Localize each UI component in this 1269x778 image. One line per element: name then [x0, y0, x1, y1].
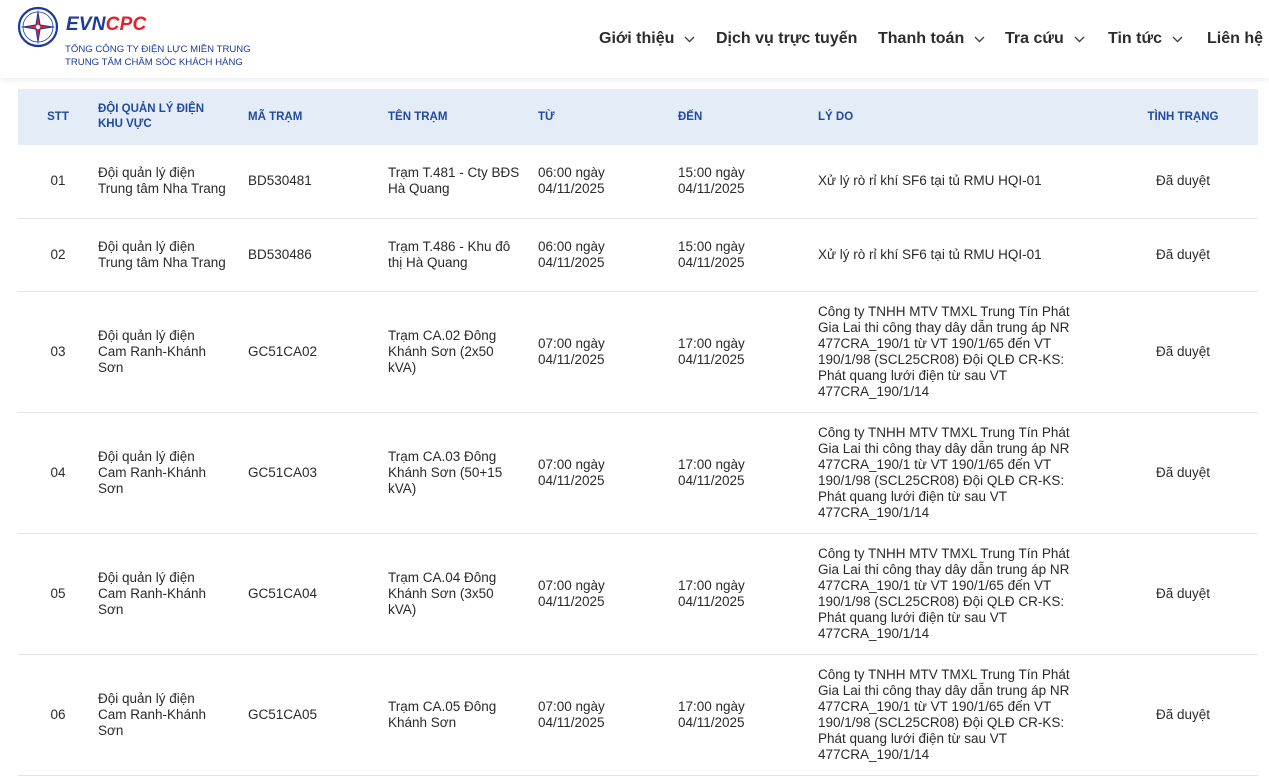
nav-item-lien-he[interactable]: [1207, 26, 1263, 52]
cell-status: Đã duyệt: [1108, 533, 1258, 654]
site-header: [0, 0, 1269, 78]
cell-from: 07:00 ngày 04/11/2025: [538, 533, 678, 654]
cell-to: 17:00 ngày 04/11/2025: [678, 412, 818, 533]
nav-label: Tra cứu: [1005, 30, 1064, 47]
cell-reason: Công ty TNHH MTV TMXL Trung Tín Phát Gia Lai thi công thay dây dẫn trung áp NR 477CRA_190/1 từ VT 190/1/65 đến VT 190/1/98 (SCL25CR08) Đội QLĐ CR-KS: Phát quang lưới điện từ sau VT 477CRA_190/1/14: [818, 533, 1108, 654]
cell-from: 07:00 ngày 04/11/2025: [538, 412, 678, 533]
cell-station-name: Trạm CA.04 Đông Khánh Sơn (3x50 kVA): [388, 533, 538, 654]
cell-reason: Công ty TNHH MTV TMXL Trung Tín Phát Gia Lai thi công thay dây dẫn trung áp NR 477CRA_190/1 từ VT 190/1/65 đến VT 190/1/98 (SCL25CR08) Đội QLĐ CR-KS: Phát quang lưới điện từ sau VT 477CRA_190/1/14: [818, 291, 1108, 412]
brand-evn: EVN: [66, 14, 106, 35]
cell-to: 15:00 ngày 04/11/2025: [678, 145, 818, 218]
cell-stt: 03: [18, 291, 98, 412]
nav-item-tin-tuc[interactable]: [1108, 26, 1183, 52]
chevron-down-icon: [1074, 36, 1085, 43]
cell-stt: 02: [18, 218, 98, 291]
cell-to: 17:00 ngày 04/11/2025: [678, 533, 818, 654]
cell-to: 15:00 ngày 04/11/2025: [678, 218, 818, 291]
cell-reason: Xử lý rò rỉ khí SF6 tại tủ RMU HQI-01: [818, 218, 1108, 291]
cell-stt: 04: [18, 412, 98, 533]
nav-label: Giới thiệu: [599, 30, 675, 47]
chevron-down-icon: [1172, 36, 1183, 43]
chevron-down-icon: [974, 36, 985, 43]
table-row: [18, 412, 1258, 533]
cell-team: Đội quản lý điện Cam Ranh-Khánh Sơn: [98, 533, 248, 654]
table-row: [18, 291, 1258, 412]
cell-from: 07:00 ngày 04/11/2025: [538, 291, 678, 412]
main-nav: [0, 26, 1269, 52]
cell-team: Đội quản lý điện Cam Ranh-Khánh Sơn: [98, 291, 248, 412]
col-header-to: ĐẾN: [678, 110, 703, 123]
company-line-2: TRUNG TÂM CHĂM SÓC KHÁCH HÀNG: [65, 57, 243, 68]
table-row: [18, 654, 1258, 775]
cell-station-name: Trạm CA.03 Đông Khánh Sơn (50+15 kVA): [388, 412, 538, 533]
nav-label: Liên hệ: [1207, 30, 1264, 47]
col-header-from: TỪ: [538, 110, 555, 123]
cell-station-code: GC51CA03: [248, 412, 388, 533]
cell-reason: Công ty TNHH MTV TMXL Trung Tín Phát Gia Lai thi công thay dây dẫn trung áp NR 477CRA_190/1 từ VT 190/1/65 đến VT 190/1/98 (SCL25CR08) Đội QLĐ CR-KS: Phát quang lưới điện từ sau VT 477CRA_190/1/14: [818, 412, 1108, 533]
cell-team: Đội quản lý điện Trung tâm Nha Trang: [98, 218, 248, 291]
nav-label: Tin tức: [1108, 30, 1162, 47]
cell-status: Đã duyệt: [1108, 145, 1258, 218]
cell-to: 17:00 ngày 04/11/2025: [678, 291, 818, 412]
nav-label: Thanh toán: [878, 30, 965, 47]
table-row: [18, 145, 1258, 218]
cell-station-code: BD530486: [248, 218, 388, 291]
cell-to: 17:00 ngày 04/11/2025: [678, 654, 818, 775]
cell-status: Đã duyệt: [1108, 218, 1258, 291]
cell-stt: 01: [18, 145, 98, 218]
brand-cpc: CPC: [105, 14, 147, 35]
nav-item-thanh-toan[interactable]: [878, 26, 985, 52]
cell-status: Đã duyệt: [1108, 654, 1258, 775]
col-header-stt: STT: [47, 110, 69, 123]
cell-stt: 05: [18, 533, 98, 654]
cell-from: 06:00 ngày 04/11/2025: [538, 218, 678, 291]
table-row: [18, 533, 1258, 654]
cell-team: Đội quản lý điện Cam Ranh-Khánh Sơn: [98, 412, 248, 533]
outage-schedule-table: [18, 89, 1258, 776]
chevron-down-icon: [684, 36, 695, 43]
cell-station-code: GC51CA02: [248, 291, 388, 412]
company-line-1: TỔNG CÔNG TY ĐIỆN LỰC MIỀN TRUNG: [65, 44, 251, 55]
col-header-station-code: MÃ TRẠM: [248, 110, 303, 123]
cell-team: Đội quản lý điện Trung tâm Nha Trang: [98, 145, 248, 218]
cell-reason: Xử lý rò rỉ khí SF6 tại tủ RMU HQI-01: [818, 145, 1108, 218]
cell-stt: 06: [18, 654, 98, 775]
col-header-reason: LÝ DO: [818, 110, 854, 123]
table-header-row: [18, 89, 1258, 145]
cell-station-name: Trạm CA.02 Đông Khánh Sơn (2x50 kVA): [388, 291, 538, 412]
cell-status: Đã duyệt: [1108, 412, 1258, 533]
cell-station-name: Trạm T.486 - Khu đô thị Hà Quang: [388, 218, 538, 291]
cell-station-code: BD530481: [248, 145, 388, 218]
col-header-team: ĐỘI QUẢN LÝ ĐIỆN KHU VỰC: [98, 103, 205, 130]
cell-status: Đã duyệt: [1108, 291, 1258, 412]
nav-item-gioi-thieu[interactable]: [599, 26, 695, 52]
nav-item-tra-cuu[interactable]: [1005, 26, 1085, 52]
cell-from: 06:00 ngày 04/11/2025: [538, 145, 678, 218]
col-header-station-name: TÊN TRẠM: [388, 110, 448, 123]
cell-station-name: Trạm CA.05 Đông Khánh Sơn: [388, 654, 538, 775]
nav-label: Dịch vụ trực tuyến: [716, 30, 858, 47]
cell-station-code: GC51CA04: [248, 533, 388, 654]
cell-station-name: Trạm T.481 - Cty BĐS Hà Quang: [388, 145, 538, 218]
cell-station-code: GC51CA05: [248, 654, 388, 775]
cell-from: 07:00 ngày 04/11/2025: [538, 654, 678, 775]
cell-reason: Công ty TNHH MTV TMXL Trung Tín Phát Gia Lai thi công thay dây dẫn trung áp NR 477CRA_190/1 từ VT 190/1/65 đến VT 190/1/98 (SCL25CR08) Đội QLĐ CR-KS: Phát quang lưới điện từ sau VT 477CRA_190/1/14: [818, 654, 1108, 775]
table-row: [18, 218, 1258, 291]
nav-item-dich-vu-truc-tuyen[interactable]: [716, 26, 857, 52]
cell-team: Đội quản lý điện Cam Ranh-Khánh Sơn: [98, 654, 248, 775]
col-header-status: TÌNH TRẠNG: [1147, 110, 1219, 123]
